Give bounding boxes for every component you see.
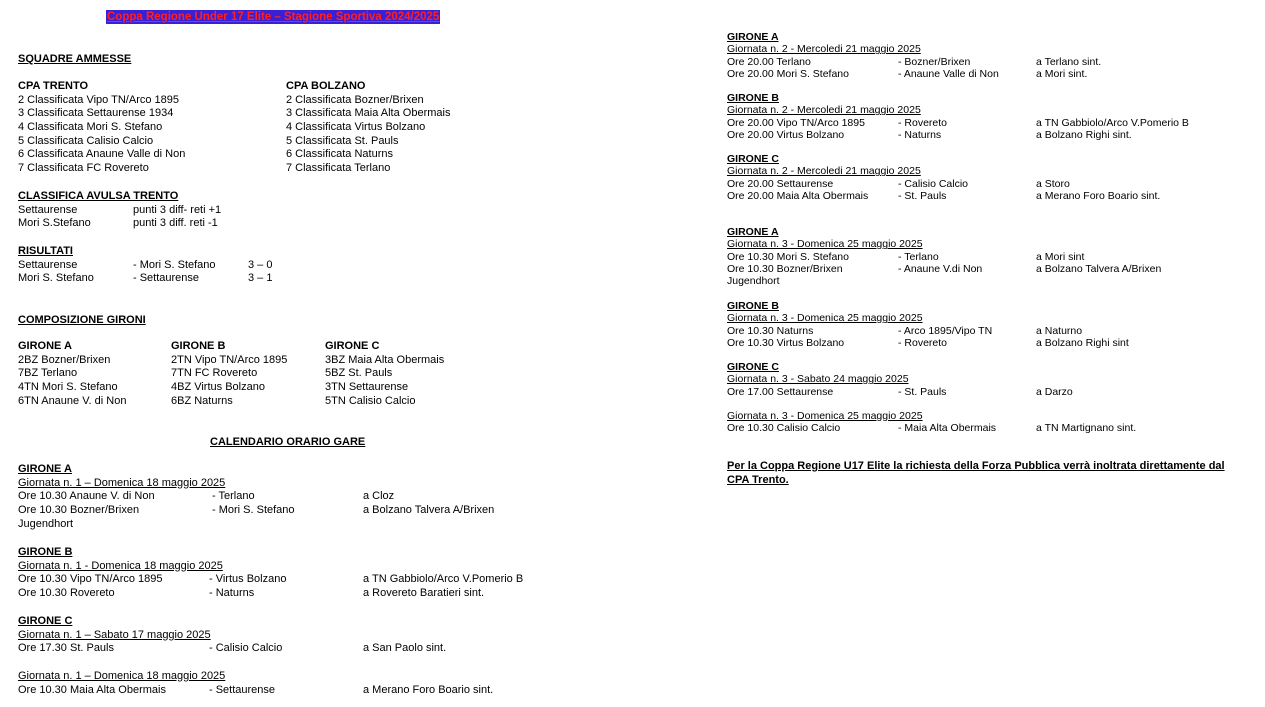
giornata-label: Giornata n. 2 - Mercoledi 21 maggio 2025 xyxy=(727,104,921,117)
classifica-info: punti 3 diff- reti +1 xyxy=(133,203,222,216)
cpa-bolzano-list xyxy=(286,80,450,176)
match-row: Ore 10.30 Calisio Calcio - Maia Alta Obermais a TN Martignano sint. xyxy=(727,422,1137,435)
classifica-team: Mori S.Stefano xyxy=(18,217,91,230)
match-row: Ore 10.30 Mori S. Stefano - Terlano a Mori sint xyxy=(727,250,1085,263)
match-row: Ore 17.30 St. Pauls - Calisio Calcio a San Paolo sint. xyxy=(18,642,447,655)
girone-label: GIRONE C xyxy=(18,615,73,627)
girone-label: GIRONE B xyxy=(727,92,779,104)
result-away: - Mori S. Stefano xyxy=(133,258,216,271)
calendar-right-g3-c xyxy=(727,361,1247,398)
girone-c-composition xyxy=(325,340,444,408)
result-home: Settaurense xyxy=(18,258,78,271)
list-item: 5BZ St. Pauls xyxy=(325,367,393,380)
list-item: 7 Classificata FC Rovereto xyxy=(18,162,149,175)
match-row: Ore 20.00 Mori S. Stefano - Anaune Valle di Non a Mori sint. xyxy=(727,67,1088,80)
list-item: 6 Classificata Naturns xyxy=(286,148,393,161)
calendar-right-g3-a xyxy=(727,226,1247,287)
classifica-heading: CLASSIFICA AVULSA TRENTO xyxy=(18,190,179,202)
result-home: Mori S. Stefano xyxy=(18,272,94,285)
match-extra: Jugendhort xyxy=(18,517,74,530)
list-item: 3 Classificata Settaurense 1934 xyxy=(18,107,174,120)
list-item: 7BZ Terlano xyxy=(18,367,78,380)
giornata-label: Giornata n. 3 - Domenica 25 maggio 2025 xyxy=(727,312,923,325)
match-row: Ore 20.00 Vipo TN/Arco 1895 - Rovereto a TN Gabbiolo/Arco V.Pomerio B xyxy=(727,116,1189,129)
girone-label: GIRONE C xyxy=(727,361,779,373)
composizione-heading: COMPOSIZIONE GIRONI xyxy=(18,314,146,326)
girone-a-composition xyxy=(18,340,126,408)
calendar-right-g2-b xyxy=(727,92,1247,141)
girone-label: GIRONE B xyxy=(171,340,226,352)
match-row: Ore 17.00 Settaurense - St. Pauls a Darzo xyxy=(727,385,1073,398)
match-row: Ore 20.00 Maia Alta Obermais - St. Pauls a Merano Foro Boario sint. xyxy=(727,189,1161,202)
girone-label: GIRONE C xyxy=(727,153,779,165)
match-extra: Jugendhort xyxy=(727,275,780,288)
giornata-label: Giornata n. 1 – Domenica 18 maggio 2025 xyxy=(18,670,226,682)
list-item: 5 Classificata Calisio Calcio xyxy=(18,134,154,147)
girone-label: GIRONE B xyxy=(727,300,779,312)
result-away: - Settaurense xyxy=(133,272,200,285)
match-row: Ore 20.00 Virtus Bolzano - Naturns a Bolzano Righi sint. xyxy=(727,128,1132,141)
match-row: Ore 10.30 Bozner/Brixen - Mori S. Stefano a Bolzano Talvera A/Brixen xyxy=(18,504,495,517)
list-item: 2TN Vipo TN/Arco 1895 xyxy=(171,353,288,366)
classifica-section xyxy=(18,190,278,231)
girone-label: GIRONE A xyxy=(727,31,779,43)
giornata-label: Giornata n. 1 – Domenica 18 maggio 2025 xyxy=(18,476,226,489)
cpa-bolzano-label: CPA BOLZANO xyxy=(286,80,366,92)
list-item: 6TN Anaune V. di Non xyxy=(18,394,127,407)
giornata-label: Giornata n. 2 - Mercoledi 21 maggio 2025 xyxy=(727,43,921,56)
list-item: 4BZ Virtus Bolzano xyxy=(171,381,265,394)
classifica-team: Settaurense xyxy=(18,203,78,216)
calendar-left-girone-c-2 xyxy=(18,670,558,697)
calendar-right-g3-c-2 xyxy=(727,410,1247,435)
calendar-left-girone-a xyxy=(18,463,558,531)
calendar-right-g3-b xyxy=(727,300,1247,349)
cpa-trento-list xyxy=(18,80,185,176)
girone-label: GIRONE A xyxy=(18,340,72,352)
list-item: 2BZ Bozner/Brixen xyxy=(18,353,111,366)
match-row: Ore 20.00 Settaurense - Calisio Calcio a Storo xyxy=(727,177,1070,190)
list-item: 4TN Mori S. Stefano xyxy=(18,381,118,394)
list-item: 5 Classificata St. Pauls xyxy=(286,134,399,147)
list-item: 7TN FC Rovereto xyxy=(171,367,258,380)
list-item: 4 Classificata Virtus Bolzano xyxy=(286,121,426,134)
giornata-label: Giornata n. 3 - Sabato 24 maggio 2025 xyxy=(727,373,909,386)
list-item: 2 Classificata Bozner/Brixen xyxy=(286,93,424,106)
calendar-left-girone-c xyxy=(18,615,558,656)
calendar-left-girone-b xyxy=(18,546,558,601)
list-item: 5TN Calisio Calcio xyxy=(325,394,416,407)
risultati-heading: RISULTATI xyxy=(18,245,73,257)
match-row: Ore 10.30 Naturns - Arco 1895/Vipo TN a Naturno xyxy=(727,324,1083,337)
calendar-right-g2-c xyxy=(727,153,1247,202)
girone-label: GIRONE C xyxy=(325,340,380,352)
match-row: Ore 10.30 Bozner/Brixen - Anaune V.di Non a Bolzano Talvera A/Brixen xyxy=(727,262,1162,275)
giornata-label: Giornata n. 3 - Domenica 25 maggio 2025 xyxy=(727,238,923,251)
giornata-label: Giornata n. 1 – Sabato 17 maggio 2025 xyxy=(18,628,211,641)
calendar-right-g2-a xyxy=(727,31,1247,80)
result-score: 3 – 0 xyxy=(248,258,273,271)
list-item: 2 Classificata Vipo TN/Arco 1895 xyxy=(18,93,180,106)
list-item: 4 Classificata Mori S. Stefano xyxy=(18,121,163,134)
list-item: 3BZ Maia Alta Obermais xyxy=(325,353,445,366)
list-item: 7 Classificata Terlano xyxy=(286,162,391,175)
result-score: 3 – 1 xyxy=(248,272,273,285)
match-row: Ore 10.30 Maia Alta Obermais - Settaurense a Merano Foro Boario sint. xyxy=(18,683,494,696)
giornata-label: Giornata n. 1 - Domenica 18 maggio 2025 xyxy=(18,559,223,572)
calendario-heading: CALENDARIO ORARIO GARE xyxy=(210,436,366,448)
document-title: Coppa Regione Under 17 Elite – Stagione Sportiva 2024/2025 xyxy=(107,11,440,23)
girone-b-composition xyxy=(171,340,287,408)
girone-label: GIRONE A xyxy=(18,463,72,475)
squadre-heading: SQUADRE AMMESSE xyxy=(18,53,132,65)
giornata-label: Giornata n. 3 - Domenica 25 maggio 2025 xyxy=(727,410,923,422)
match-row: Ore 20.00 Terlano - Bozner/Brixen a Terlano sint. xyxy=(727,55,1102,68)
match-row: Ore 10.30 Vipo TN/Arco 1895 - Virtus Bolzano a TN Gabbiolo/Arco V.Pomerio B xyxy=(18,573,524,586)
classifica-info: punti 3 diff. reti -1 xyxy=(133,217,218,230)
girone-label: GIRONE B xyxy=(18,546,73,558)
match-row: Ore 10.30 Anaune V. di Non - Terlano a Cloz xyxy=(18,490,395,503)
risultati-section xyxy=(18,245,288,286)
match-row: Ore 10.30 Virtus Bolzano - Rovereto a Bolzano Righi sint xyxy=(727,336,1129,349)
giornata-label: Giornata n. 2 - Mercoledi 21 maggio 2025 xyxy=(727,165,921,178)
match-row: Ore 10.30 Rovereto - Naturns a Rovereto Baratieri sint. xyxy=(18,587,485,600)
girone-label: GIRONE A xyxy=(727,226,779,238)
list-item: 6BZ Naturns xyxy=(171,394,233,407)
forza-pubblica-note: Per la Coppa Regione U17 Elite la richiesta della Forza Pubblica verrà inoltrata direttamente dal CPA Trento. xyxy=(727,460,1225,486)
list-item: 3TN Settaurense xyxy=(325,381,409,394)
list-item: 6 Classificata Anaune Valle di Non xyxy=(18,148,186,161)
list-item: 3 Classificata Maia Alta Obermais xyxy=(286,107,451,120)
cpa-trento-label: CPA TRENTO xyxy=(18,80,89,92)
